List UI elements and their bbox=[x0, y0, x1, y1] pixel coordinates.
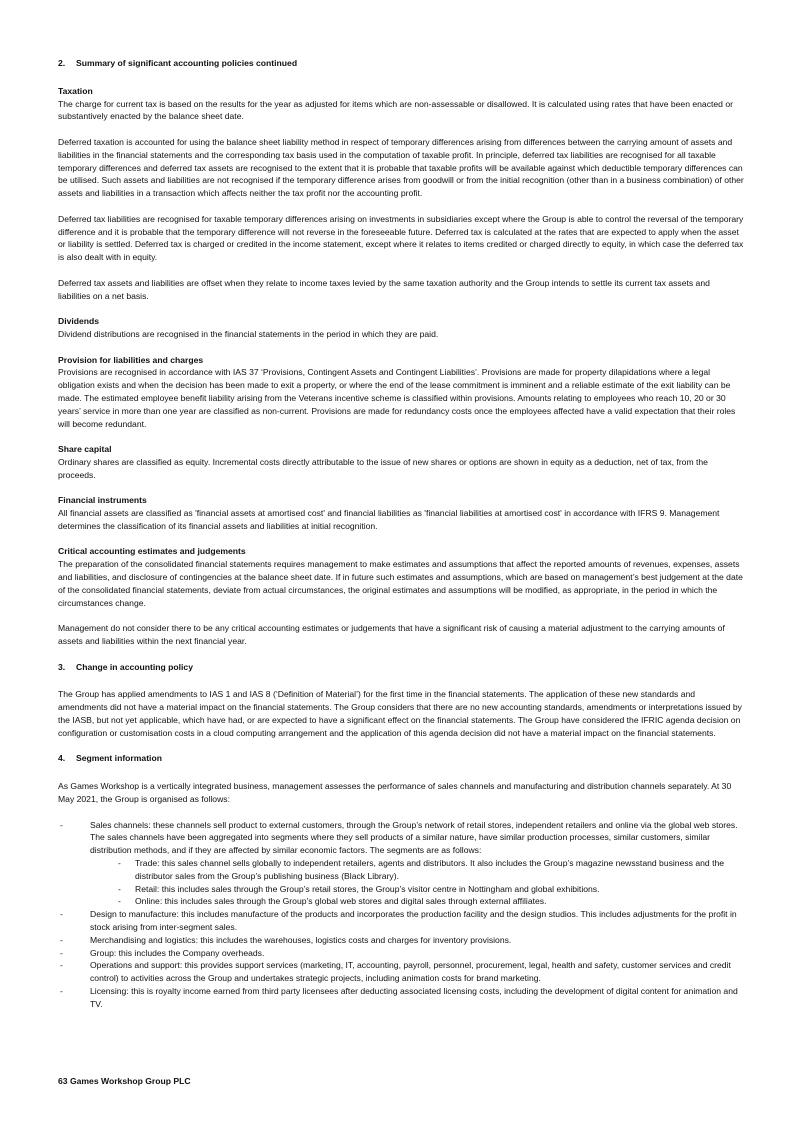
taxation-paragraph-1: The charge for current tax is based on the results for the year as adjusted for items which are non-assessable or disallowed. It is calculated using rates that have been enacted or substantively enacted by the balance sheet date. bbox=[58, 98, 733, 122]
list-item: - Retail: this includes sales through the Group’s retail stores, the Group’s visitor centre in Nottingham and global exhibitions. bbox=[90, 883, 744, 896]
list-item: - Trade: this sales channel sells globally to independent retailers, agents and distributors. It also includes the Group’s magazine newsstand business and the distributor sales from the Group’s publishing business (Black Library). bbox=[90, 857, 744, 883]
critical-estimates-heading: Critical accounting estimates and judgements bbox=[58, 546, 246, 557]
taxation-paragraph-3: Deferred tax liabilities are recognised for taxable temporary differences arising on investments in subsidiaries except where the Group is able to control the reversal of the temporary difference and it is probable that the temporary difference will not reverse in the foreseeable future. Deferred tax is calculated at the rates that are expected to apply when the asset or liability is settled. Deferred tax is charged or credited in the income statement, except where it relates to items credited or charged directly to equity, in which case the deferred tax is also dealt with in equity. bbox=[58, 213, 744, 263]
section-4-heading bbox=[58, 752, 744, 765]
section-4-number: 4. bbox=[58, 753, 66, 764]
dividends-heading: Dividends bbox=[58, 316, 100, 327]
financial-instruments-heading: Financial instruments bbox=[58, 495, 147, 506]
list-item: - Operations and support: this provides support services (marketing, IT, accounting, payroll, personnel, procurement, legal, health and safety, customer services and credit control) to activities across the Group and undertakes strategic projects, including animation costs for brand marketing. bbox=[58, 959, 744, 985]
taxation-paragraph-2: Deferred taxation is accounted for using the balance sheet liability method in respect of temporary differences arising from differences between the carrying amount of assets and liabilities in the financial statements and the corresponding tax basis used in the computation of taxable profit. In principle, deferred tax liabilities are recognised for all taxable temporary differences and deferred tax assets are recognised to the extent that it is probable that taxable profits will be available against which deductible temporary differences can be utilised. Such assets and liabilities are not recognised if the temporary difference arises from goodwill or from the initial recognition (other than in a business combination) of other assets and liabilities in a transaction which affects neither the tax profit nor the accounting profit. bbox=[58, 136, 744, 199]
segment-sales-channels: Sales channels: these channels sell product to external customers, through the Group’s network of retail stores, independent retailers and online via the global web stores. The sales channels have been aggregated into segments where they sell products of a similar nature, have similar production processes, similar customers, similar distribution methods, and if they are affected by similar economic factors. The segments are as follows: bbox=[90, 819, 738, 856]
sales-channel-sublist bbox=[90, 857, 744, 908]
list-item: - Online: this includes sales through the Group’s global web stores and digital sales through external affiliates. bbox=[90, 895, 744, 908]
section-2-title: Summary of significant accounting policies continued bbox=[76, 58, 298, 68]
list-item: - Merchandising and logistics: this includes the warehouses, logistics costs and charges for inventory provisions. bbox=[58, 934, 744, 947]
list-item: - Design to manufacture: this includes manufacture of the products and incorporates the production facility and the design studios. This includes adjustments for the profit in stock arising from inter-segment sales. bbox=[58, 908, 744, 934]
section-3-title: Change in accounting policy bbox=[76, 661, 193, 672]
list-item: - Licensing: this is royalty income earned from third party licensees after deducting associated licensing costs, including the development of digital content for animation and TV. bbox=[58, 985, 744, 1011]
list-item: - Group: this includes the Company overheads. bbox=[58, 947, 744, 960]
section-4-title: Segment information bbox=[76, 753, 162, 764]
financial-instruments-paragraph: All financial assets are classified as 'financial assets at amortised cost' and financial liabilities as 'financial liabilities at amortised cost' in accordance with IFRS 9. Management determines the classification of its financial assets and liabilities at initial recognition. bbox=[58, 508, 720, 531]
provisions-heading: Provision for liabilities and charges bbox=[58, 354, 204, 365]
page-footer: 63 Games Workshop Group PLC bbox=[58, 1076, 191, 1086]
segment-list bbox=[58, 819, 744, 1011]
dividends-paragraph: Dividend distributions are recognised in the financial statements in the period in which they are paid. bbox=[58, 328, 439, 339]
section-3-heading bbox=[58, 661, 744, 674]
document-page bbox=[58, 57, 744, 1011]
section-2-heading bbox=[58, 57, 744, 70]
section-2-number: 2. bbox=[58, 58, 66, 68]
critical-estimates-paragraph-2: Management do not consider there to be any critical accounting estimates or judgements that have a significant risk of causing a material adjustment to the carrying amounts of assets and liabilities within the next financial year. bbox=[58, 623, 725, 647]
section-3-number: 3. bbox=[58, 661, 66, 672]
critical-estimates-paragraph-1: The preparation of the consolidated financial statements requires management to make estimates and assumptions that affect the reported amounts of revenues, expenses, assets and liabilities, and disclosure of contingencies at the balance sheet date. If in future such estimates and assumptions, which are based on management’s best judgement at the date of the consolidated financial statements, deviate from actual circumstances, the original estimates and assumptions will be modified, as appropriate, in the period in which the circumstances change. bbox=[58, 559, 743, 608]
section-3-paragraph: The Group has applied amendments to IAS 1 and IAS 8 (‘Definition of Material’) for the first time in the financial statements. The application of these new standards and amendments did not have a material impact on the financial statements. The Group considers that there are no new accounting standards, amendments or interpretations issued by the IASB, but not yet applicable, which have had, or are expected to have a significant effect on the financial statements. The Group have considered the IFRIC agenda decision on configuration or customisation costs in a cloud computing arrangement and the application of this agenda decision did not have a material impact on the financial statements. bbox=[58, 689, 742, 738]
taxation-heading: Taxation bbox=[58, 85, 93, 96]
taxation-paragraph-4: Deferred tax assets and liabilities are offset when they relate to income taxes levied by the same taxation authority and the Group intends to settle its current tax assets and liabilities on a net basis. bbox=[58, 277, 710, 301]
provisions-paragraph: Provisions are recognised in accordance with IAS 37 ‘Provisions, Contingent Assets and Contingent Liabilities’. Provisions are made for property dilapidations where a legal obligation exists and when the decision has been made to exit a property, or where the end of the lease commitment is imminent and a reliable estimate of the exit liability can be made. The estimated employee benefit liability arising from the Veterans incentive scheme is classified within provisions. Amounts relating to employees who reach 10, 20 or 30 years’ service in more than one year are classified as non-current. Provisions are made for redundancy costs once the employees affected have a valid expectation that their roles will become redundant. bbox=[58, 367, 736, 429]
share-capital-paragraph: Ordinary shares are classified as equity. Incremental costs directly attributable to the issue of new shares or options are shown in equity as a deduction, net of tax, from the proceeds. bbox=[58, 456, 708, 480]
share-capital-heading: Share capital bbox=[58, 444, 112, 455]
list-item bbox=[58, 819, 744, 909]
section-4-intro: As Games Workshop is a vertically integrated business, management assesses the performance of sales channels and manufacturing and distribution channels separately. At 30 May 2021, the Group is organised as follows: bbox=[58, 781, 732, 805]
